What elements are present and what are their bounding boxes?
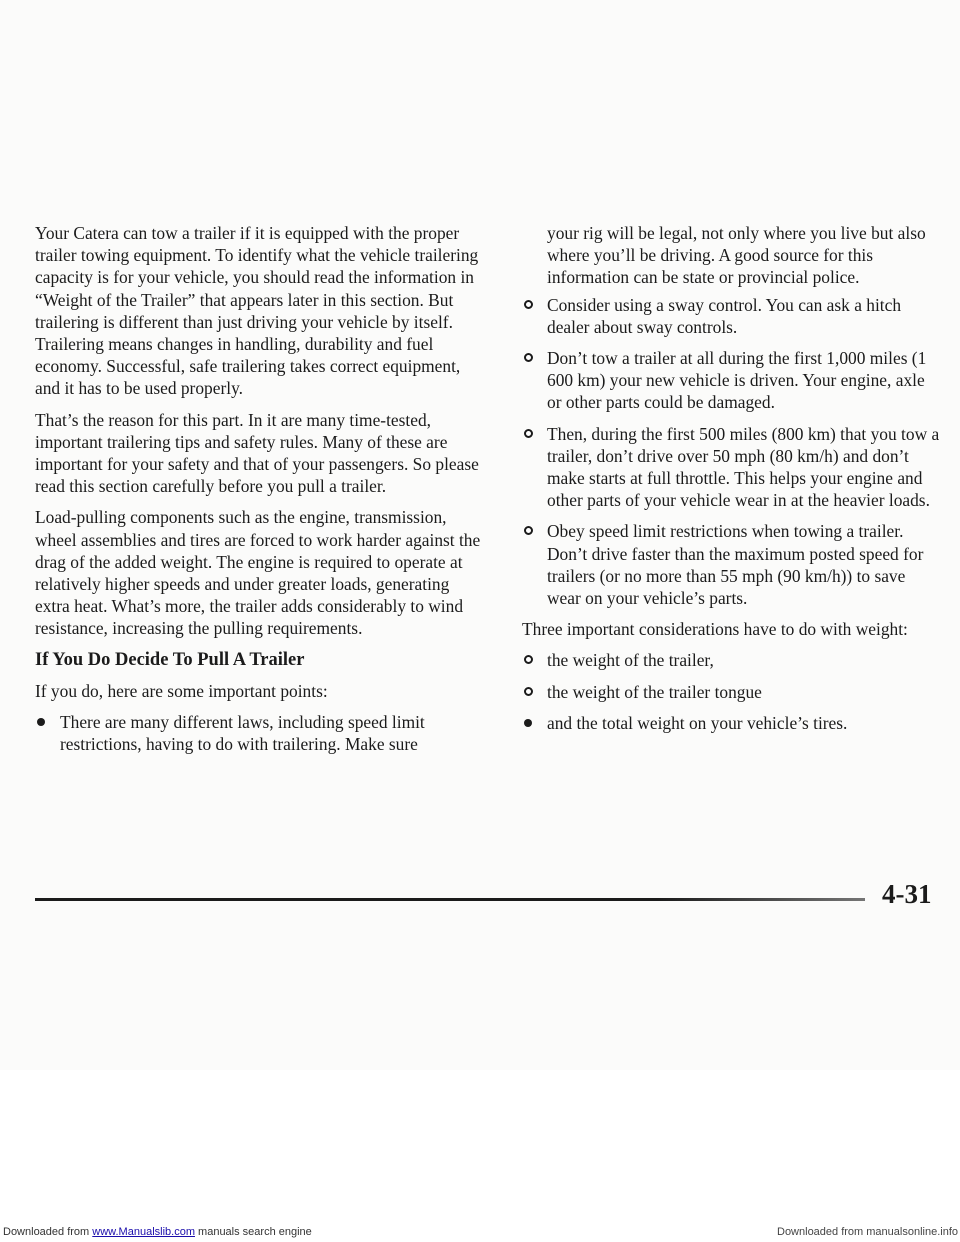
bullet-icon — [37, 718, 45, 726]
section-heading: If You Do Decide To Pull A Trailer — [35, 649, 305, 670]
list-item — [522, 520, 942, 609]
weight-paragraph: Three important considerations have to do with weight: — [522, 619, 908, 640]
bullet-icon — [524, 687, 533, 696]
footer-rule — [35, 898, 865, 901]
list-item — [522, 423, 942, 512]
list-item — [522, 712, 942, 734]
banner-prefix: Downloaded from — [3, 1226, 93, 1238]
list-item — [522, 347, 942, 414]
list-item — [522, 294, 942, 338]
list-item-text: There are many different laws, including speed limit restrictions, having to do with trailering. Make sure — [60, 712, 425, 755]
list-item-text: the weight of the trailer, — [547, 650, 714, 671]
list-item-text: the weight of the trailer tongue — [547, 681, 762, 702]
load-pulling-paragraph: Load-pulling components such as the engine, transmission, wheel assemblies and tires are forced to work harder against the drag of the added weight. The engine is required to operate at relatively higher speeds and under greater loads, generating extra heat. What’s more, the trailer adds considerably to wind resistance, increasing the pulling requirements. — [35, 507, 481, 639]
list-item-text: and the total weight on your vehicle’s tires. — [547, 712, 848, 733]
list-item-text: Obey speed limit restrictions when towing a trailer. Don’t drive faster than the maximum posted speed for trailers (or no more than 55 mph (90 km/h)) to save wear on your vehicle’s parts. — [547, 521, 924, 609]
bullet-icon — [524, 353, 533, 362]
right-column — [522, 222, 942, 743]
intro-paragraph: Your Catera can tow a trailer if it is equipped with the proper trailer towing equipment. To identify what the vehicle trailering capacity is for your vehicle, you should read the information in “Weight of the Trailer” that appears later in this section. But trailering is different than just driving your vehicle by itself. Trailering means changes in handling, durability and fuel economy. Successful, safe trailering takes correct equipment, and it has to be used properly. — [35, 223, 479, 399]
list-item — [35, 711, 485, 755]
watermark: Downloaded from manualsonline.info — [777, 1226, 958, 1238]
list-item-text: Consider using a sway control. You can ask a hitch dealer about sway controls. — [547, 294, 902, 337]
bullet-icon — [524, 655, 533, 664]
bullet-icon — [524, 719, 532, 727]
bullet-icon — [524, 300, 533, 309]
page-number: 4-31 — [882, 879, 932, 909]
list-item-text: Don’t tow a trailer at all during the first 1,000 miles (1 600 km) your new vehicle is driven. Your engine, axle or other parts could be damaged. — [547, 348, 927, 413]
list-item-text: Then, during the first 500 miles (800 km) that you tow a trailer, don’t drive over 50 mph (80 km/h) and don’t make starts at full throttle. This helps your engine and other parts of your vehicle wear in at the heavier loads. — [547, 423, 940, 511]
bullet-icon — [524, 526, 533, 535]
list-item — [522, 649, 942, 671]
banner-suffix: manuals search engine — [194, 1226, 312, 1238]
points-intro: If you do, here are some important points: — [35, 680, 328, 701]
manualslib-link[interactable]: www.Manualslib.com — [92, 1226, 195, 1238]
reason-paragraph: That’s the reason for this part. In it are many time-tested, important trailering tips and safety rules. Many of these are important for your safety and that of your passengers. So please read this section carefully before you pull a trailer. — [35, 409, 479, 497]
list-item — [522, 681, 942, 703]
left-column — [35, 222, 485, 764]
list-item-continued: your rig will be legal, not only where you live but also where you’ll be driving. A good source for this information can be state or provincial police. — [547, 223, 926, 288]
download-banner — [3, 1226, 312, 1238]
bullet-icon — [524, 429, 533, 438]
